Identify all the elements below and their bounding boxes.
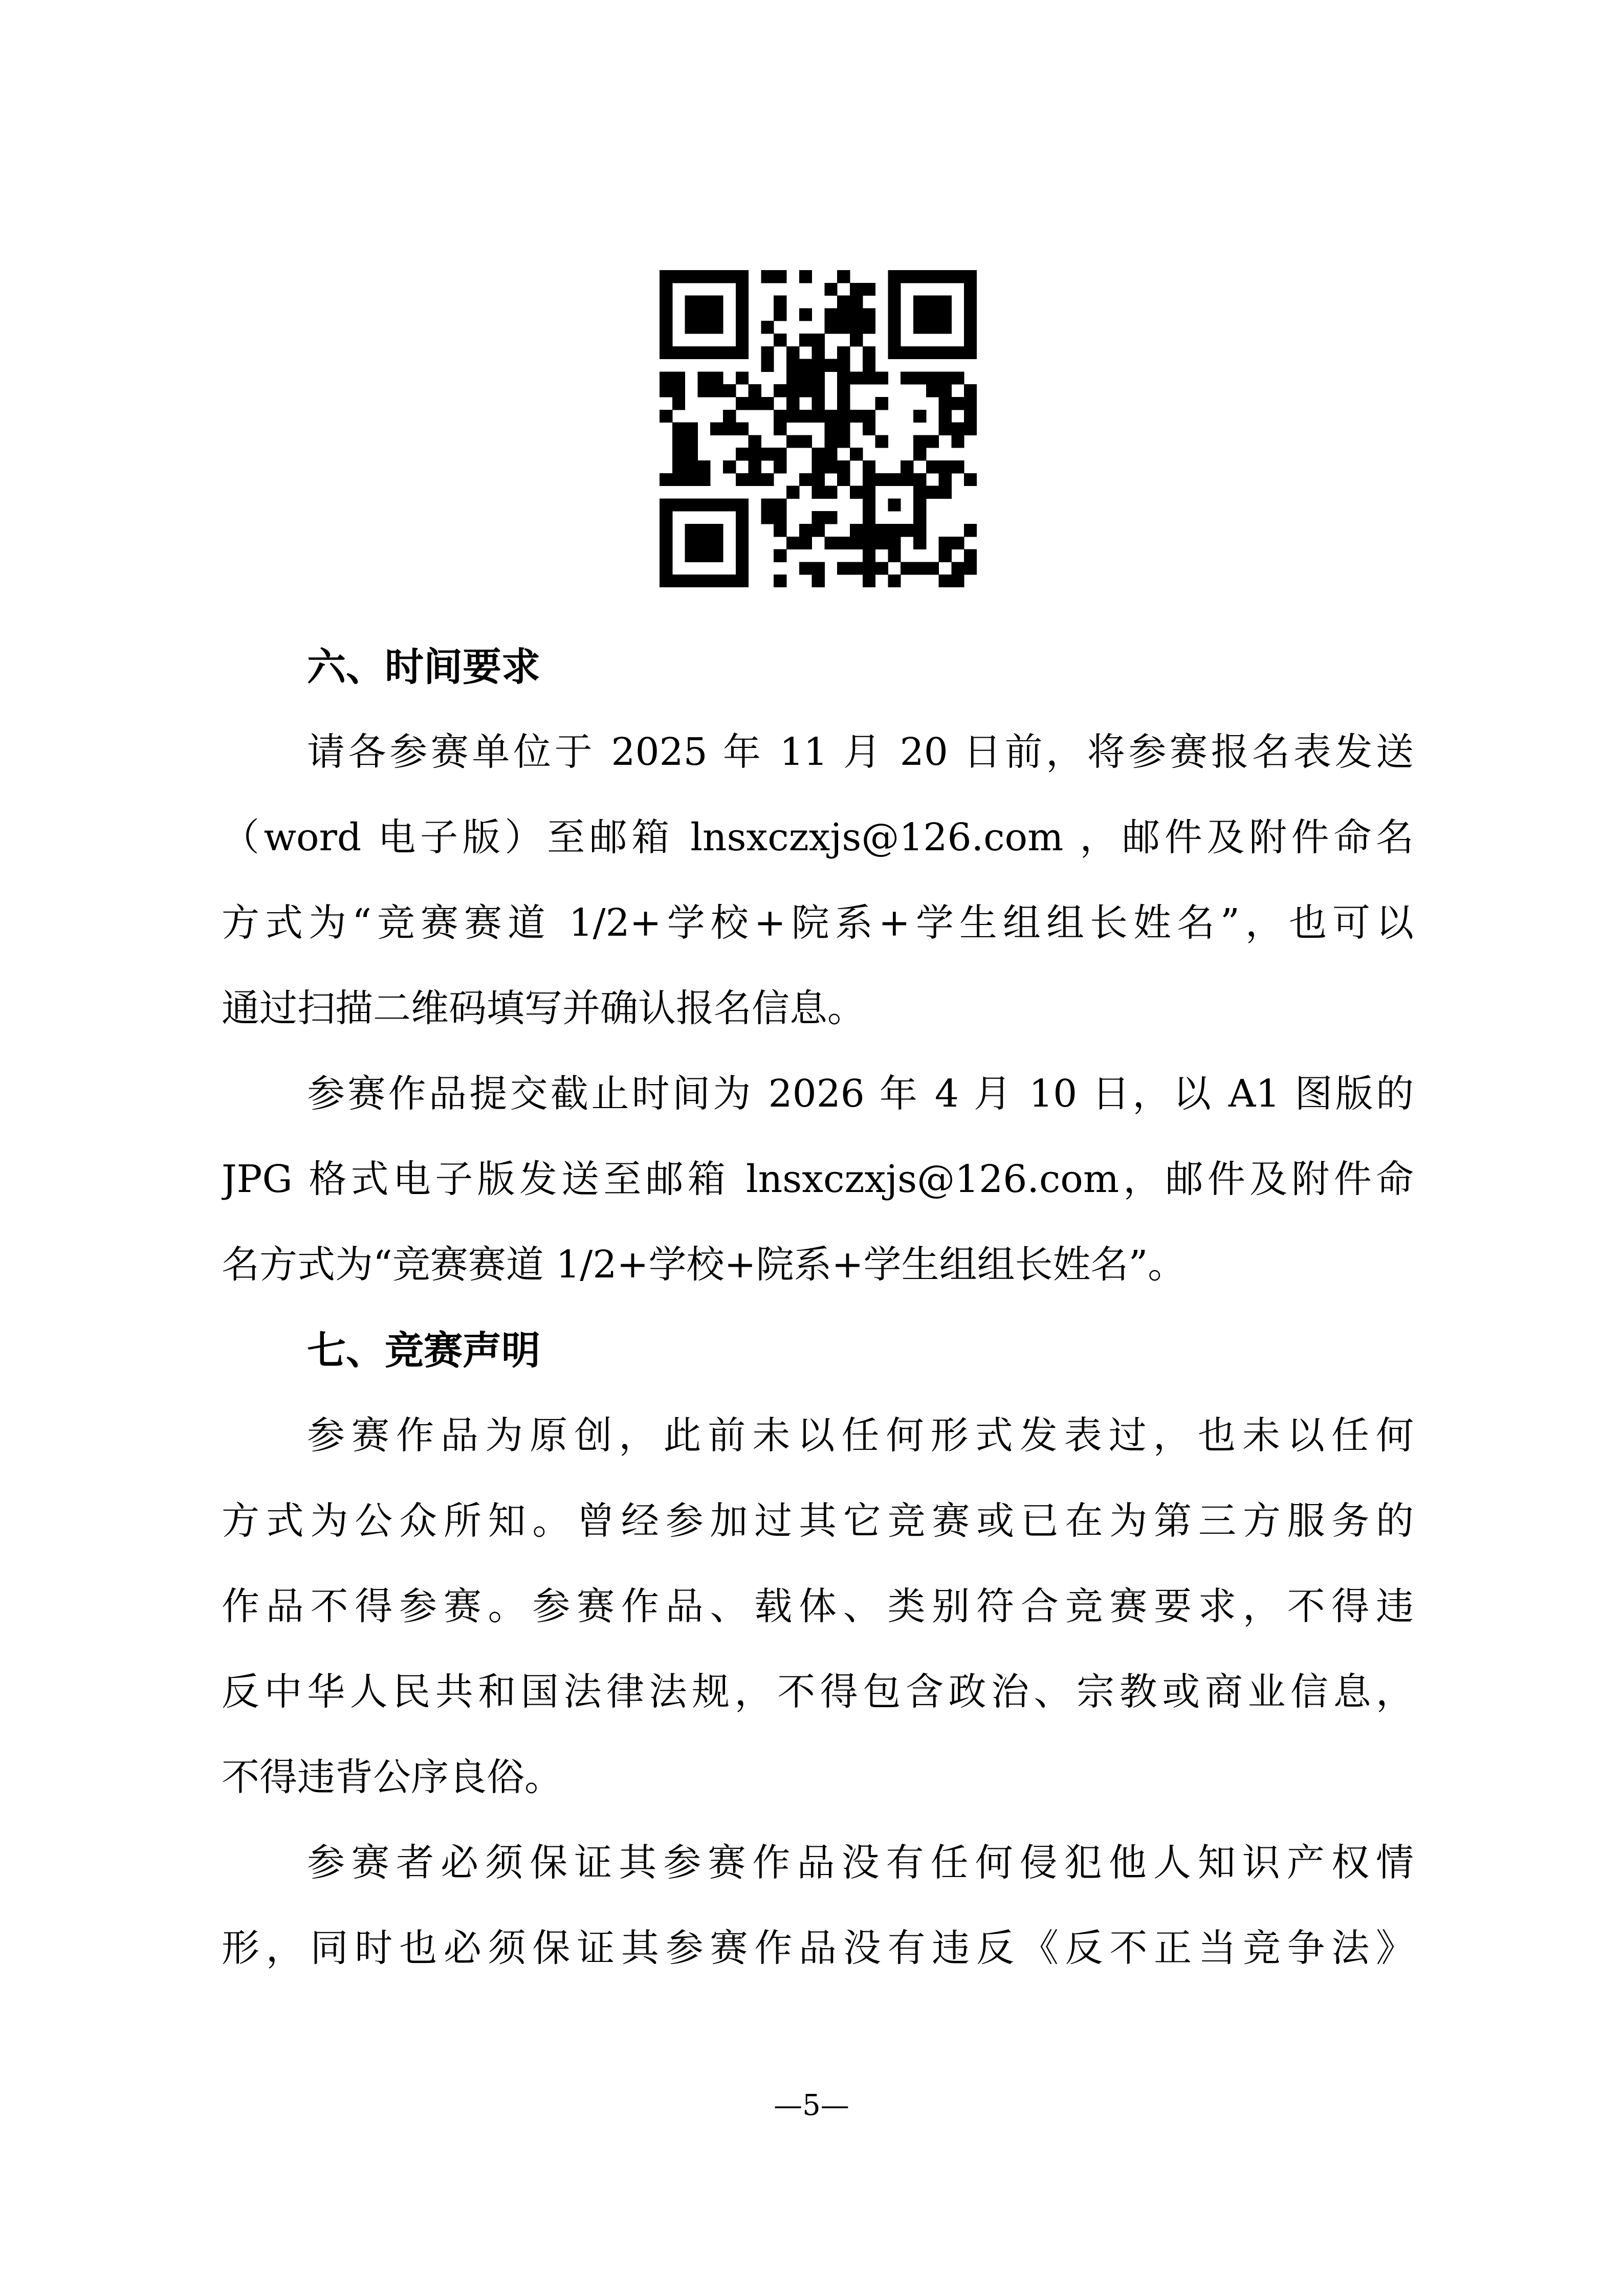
paragraph-line: 方式为“竞赛赛道 1/2+学校+院系+学生组组长姓名”，也可以: [222, 901, 1414, 945]
paragraph-line: 请各参赛单位于 2025 年 11 月 20 日前，将参赛报名表发送: [307, 730, 1414, 774]
qr-code: [660, 270, 977, 587]
paragraph: [222, 1051, 1414, 1308]
page-number: —5—: [774, 2089, 849, 2122]
paragraph-line: 通过扫描二维码填写并确认报名信息。: [222, 986, 865, 1030]
paragraph-line: （word 电子版）至邮箱 lnsxczxjs@126.com ，邮件及附件命名: [222, 815, 1414, 859]
section-heading: 七、竞赛声明: [307, 1328, 540, 1373]
paragraph-line: 方式为公众所知。曾经参加过其它竞赛或已在为第三方服务的: [222, 1499, 1414, 1543]
paragraph: [222, 1393, 1414, 1820]
document-body: [222, 624, 1414, 1991]
qr-code-icon: [660, 270, 977, 587]
paragraph-line: 作品不得参赛。参赛作品、载体、类别符合竞赛要求，不得违: [222, 1584, 1414, 1628]
paragraph-line: 参赛作品为原创，此前未以任何形式发表过，也未以任何: [307, 1414, 1414, 1458]
paragraph-line: 名方式为“竞赛赛道 1/2+学校+院系+学生组组长姓名”。: [222, 1243, 1186, 1287]
section-heading: 六、时间要求: [307, 644, 540, 690]
paragraph-line: 不得违背公序良俗。: [222, 1755, 562, 1799]
paragraph-line: 参赛者必须保证其参赛作品没有任何侵犯他人知识产权情: [307, 1841, 1414, 1885]
paragraph-line: 反中华人民共和国法律法规，不得包含政治、宗教或商业信息，: [222, 1670, 1414, 1714]
paragraph: [222, 1820, 1414, 1991]
paragraph-line: 形，同时也必须保证其参赛作品没有违反《反不正当竞争法》: [222, 1926, 1414, 1970]
paragraph-line: 参赛作品提交截止时间为 2026 年 4 月 10 日，以 A1 图版的: [307, 1072, 1414, 1116]
paragraph: [222, 710, 1414, 1051]
paragraph-line: JPG 格式电子版发送至邮箱 lnsxczxjs@126.com，邮件及附件命: [222, 1157, 1414, 1201]
